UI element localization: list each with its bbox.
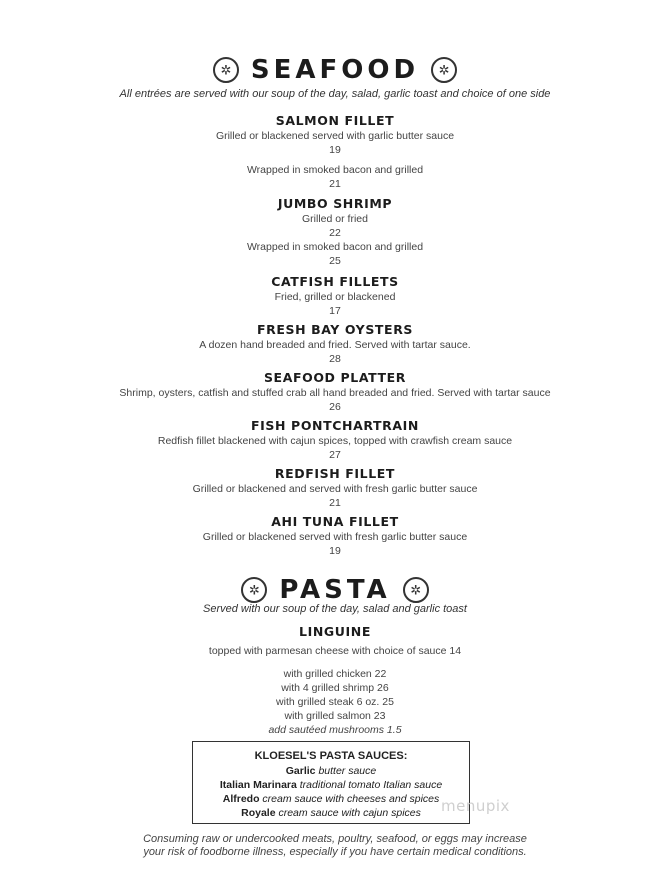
sauce-description: butter sauce: [318, 765, 377, 777]
item-price: 22: [329, 227, 341, 239]
menu-item-salmon-fillet: [0, 113, 670, 191]
sauce-name: Italian Marinara: [219, 779, 297, 791]
sauce-name: Alfredo: [222, 793, 260, 805]
menu-item-fish-pontchartrain: [0, 418, 670, 462]
option-line: with grilled chicken 22: [283, 668, 387, 680]
sauce-description: traditional tomato Italian sauce: [299, 779, 443, 791]
sunburst-emblem-icon: ✲: [431, 57, 457, 83]
watermark: menupix: [441, 797, 510, 815]
pasta-sauces-box: [192, 741, 470, 824]
sauce-line: [193, 792, 469, 806]
item-price: 17: [329, 305, 341, 317]
sunburst-emblem-icon: ✲: [241, 577, 267, 603]
sauce-description: cream sauce with cajun spices: [278, 807, 421, 819]
menu-item-ahi-tuna-fillet: [0, 514, 670, 558]
item-name: LINGUINE: [299, 624, 371, 639]
pasta-intro: Served with our soup of the day, salad and garlic toast: [203, 603, 467, 615]
seafood-header: [0, 55, 670, 85]
disclaimer-line: Consuming raw or undercooked meats, poultry, seafood, or eggs may increase: [143, 833, 527, 845]
sunburst-emblem-icon: ✲: [213, 57, 239, 83]
addon-line: add sautéed mushrooms 1.5: [268, 724, 402, 736]
health-disclaimer: [0, 833, 670, 859]
sauce-line: [193, 764, 469, 778]
seafood-title: SEAFOOD: [250, 55, 420, 85]
sauce-name: Royale: [241, 807, 276, 819]
item-price: 28: [329, 353, 341, 365]
item-description: A dozen hand breaded and fried. Served with tartar sauce.: [199, 339, 471, 351]
item-description: Fried, grilled or blackened: [274, 291, 396, 303]
item-name: SALMON FILLET: [275, 113, 395, 128]
menu-item-redfish-fillet: [0, 466, 670, 510]
menu-item-linguine: [0, 624, 670, 658]
option-line: with grilled steak 6 oz. 25: [276, 696, 394, 708]
item-name: SEAFOOD PLATTER: [263, 370, 407, 385]
item-description: Shrimp, oysters, catfish and stuffed crab all hand breaded and fried. Served with tartar sauce: [119, 387, 551, 399]
item-price: 26: [329, 401, 341, 413]
menu-item-jumbo-shrimp: [0, 196, 670, 268]
item-description: Wrapped in smoked bacon and grilled: [246, 241, 424, 253]
item-name: REDFISH FILLET: [274, 466, 396, 481]
item-name: CATFISH FILLETS: [271, 274, 399, 289]
item-name: FRESH BAY OYSTERS: [256, 322, 414, 337]
sauce-line: [193, 806, 469, 820]
sunburst-emblem-icon: ✲: [403, 577, 429, 603]
menu-item-fresh-bay-oysters: [0, 322, 670, 366]
sauce-name: Garlic: [285, 765, 316, 777]
item-description: Grilled or blackened served with fresh garlic butter sauce: [202, 531, 468, 543]
item-description: Grilled or blackened served with garlic butter sauce: [215, 130, 455, 142]
item-description: Grilled or fried: [302, 213, 368, 225]
item-price: 21: [329, 178, 341, 190]
option-line: with grilled salmon 23: [284, 710, 386, 722]
pasta-header: [0, 575, 670, 605]
sauces-title: KLOESEL'S PASTA SAUCES:: [254, 750, 408, 762]
menu-item-seafood-platter: [0, 370, 670, 414]
linguine-options: [0, 667, 670, 737]
item-name: AHI TUNA FILLET: [271, 514, 399, 529]
menu-item-catfish-fillets: [0, 274, 670, 318]
item-name: JUMBO SHRIMP: [277, 196, 393, 211]
item-price: 19: [329, 545, 341, 557]
item-name: FISH PONTCHARTRAIN: [251, 418, 419, 433]
option-line: with 4 grilled shrimp 26: [281, 682, 389, 694]
sauce-line: [193, 778, 469, 792]
sauce-description: cream sauce with cheeses and spices: [262, 793, 440, 805]
item-price: 25: [329, 255, 341, 267]
item-description: Grilled or blackened and served with fresh garlic butter sauce: [192, 483, 478, 495]
item-price: 27: [329, 449, 341, 461]
item-price: 19: [329, 144, 341, 156]
pasta-title: PASTA: [279, 575, 391, 605]
disclaimer-line: your risk of foodborne illness, especially if you have certain medical conditions.: [143, 846, 527, 858]
seafood-intro: All entrées are served with our soup of the day, salad, garlic toast and choice of one side: [119, 88, 551, 100]
item-description: Wrapped in smoked bacon and grilled: [246, 164, 424, 176]
item-price: 21: [329, 497, 341, 509]
item-description: Redfish fillet blackened with cajun spices, topped with crawfish cream sauce: [157, 435, 513, 447]
item-description: topped with parmesan cheese with choice of sauce 14: [208, 645, 462, 657]
